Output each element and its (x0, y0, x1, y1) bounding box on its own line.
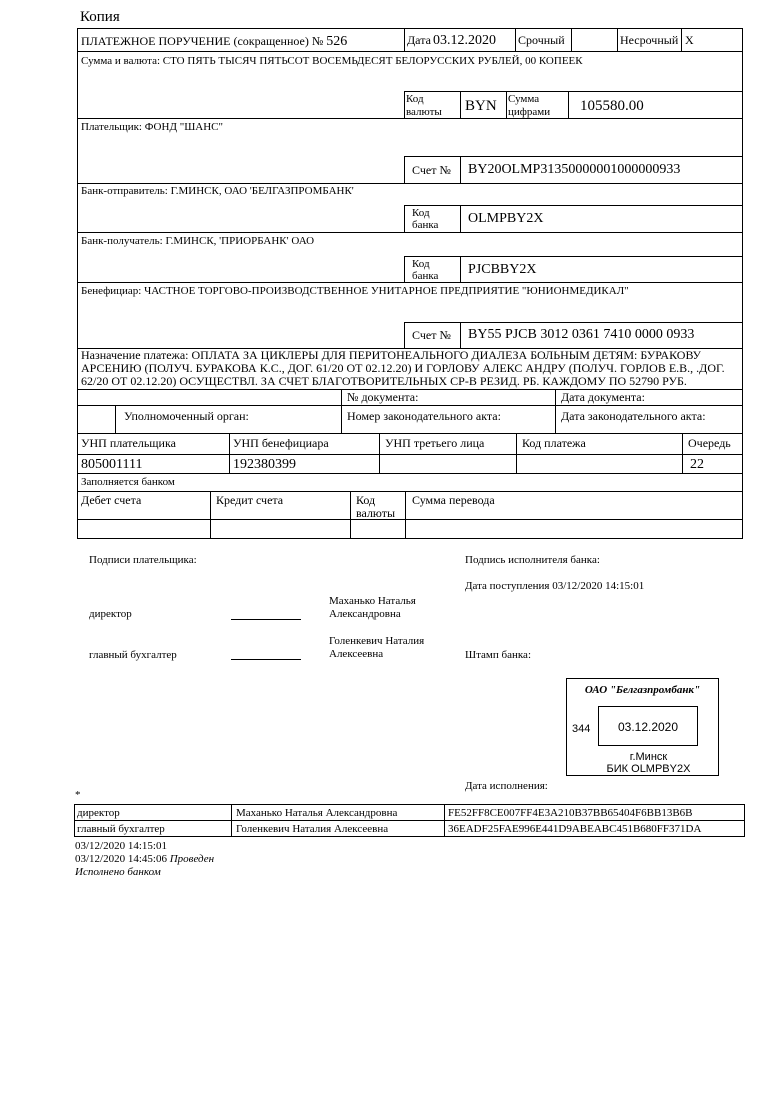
priority-label: Очередь (688, 436, 731, 450)
sender-bank-line (81, 185, 354, 197)
copy-label: Копия (80, 9, 120, 25)
director-name-1: Маханько Наталья (329, 595, 416, 607)
stamp-bik: БИК OLMPBY2X (606, 763, 691, 775)
footer-role-1: директор (77, 807, 120, 819)
payer-line (81, 121, 223, 133)
order-title-text: ПЛАТЕЖНОЕ ПОРУЧЕНИЕ (сокращенное) № (81, 34, 324, 48)
order-date: 03.12.2020 (433, 33, 496, 48)
footer-status: Проведен (169, 853, 215, 865)
footer-time-2: 03/12/2020 14:45:06 (75, 853, 167, 865)
footer-executed: Исполнено банком (75, 866, 161, 878)
footer-time-1: 03/12/2020 14:15:01 (75, 840, 167, 852)
stamp-label: Штамп банка: (465, 649, 531, 661)
director-name-2: Александровна (329, 608, 401, 620)
payment-code-label: Код платежа (522, 436, 586, 450)
beneficiary-unp-label: УНП бенефициара (233, 436, 329, 450)
beneficiary-line (81, 285, 629, 297)
sender-bank-label: Банк-отправитель: (81, 185, 168, 197)
doc-date-label: Дата документа: (561, 390, 645, 404)
bank-code-label-2: валюты (356, 506, 396, 520)
beneficiary-name: ЧАСТНОЕ ТОРГОВО-ПРОИЗВОДСТВЕННОЕ УНИТАРНОЕ ПРЕДПРИЯТИЕ "ЮНИОНМЕДИКАЛ" (144, 285, 629, 297)
stamp-date: 03.12.2020 (617, 720, 679, 734)
act-date-label: Дата законодательного акта: (561, 409, 706, 423)
amount-words (81, 55, 583, 67)
accountant-signature-line (231, 659, 301, 660)
payer-account-label: Счет № (412, 163, 451, 177)
footer-name-1: Маханько Наталья Александровна (236, 807, 398, 819)
bank-stamp (566, 678, 719, 776)
nonurgent-value: X (685, 33, 694, 47)
credit-label: Кредит счета (216, 493, 284, 507)
footer-name-2: Голенкевич Наталия Алексеевна (236, 823, 389, 835)
stamp-number: 344 (572, 723, 591, 735)
footer-asterisk: * (75, 789, 81, 801)
payer-unp: 805001111 (81, 457, 143, 472)
bank-signature-label: Подпись исполнителя банка: (465, 554, 600, 566)
nonurgent-label: Несрочный (620, 33, 679, 47)
purpose-text-1: ОПЛАТА ЗА ЦИКЛЕРЫ ДЛЯ ПЕРИТОНЕАЛЬНОГО ДИАЛЕЗА БОЛЬНЫМ ДЕТЯМ: БУРАКОВУ (191, 348, 701, 362)
beneficiary-unp: 192380399 (233, 457, 296, 472)
debit-label: Дебет счета (81, 493, 142, 507)
stamp-date-box (598, 706, 698, 746)
accountant-label: главный бухгалтер (89, 649, 177, 661)
sum-label-1: Сумма (508, 93, 540, 105)
sender-bank-code-label-2: банка (412, 219, 439, 231)
stamp-bank-name: ОАО "Белгазпромбанк" (584, 684, 701, 696)
sender-bank-code-label-1: Код (412, 207, 430, 219)
footer-time-2-line (75, 853, 214, 865)
currency-code-label-2: валюты (406, 106, 442, 118)
sender-bank-name: Г.МИНСК, ОАО 'БЕЛГАЗПРОМБАНК' (170, 185, 354, 197)
payer-name: ФОНД "ШАНС" (144, 121, 224, 133)
footer-hash-2: 36EADF25FAE996E441D9ABEABC451B680FF371DA (448, 823, 702, 835)
recipient-bank-line (81, 235, 314, 247)
payer-unp-label: УНП плательщика (81, 436, 176, 450)
recipient-bank-code-label-2: банка (412, 270, 439, 282)
purpose-line-2: АРСЕНИЮ (ПОЛУЧ. БУРАКОВА К.С., ДОГ. 61/20 ОТ 02.12.20) И ГОРЛОВУ АЛЕКС АНДРУ (ПОЛУЧ. ГОРЛОВ Е.В., .ДОГ. (81, 361, 725, 375)
order-title (81, 34, 347, 49)
beneficiary-account: BY55 PJCB 3012 0361 7410 0000 0933 (468, 327, 695, 342)
accountant-name-1: Голенкевич Наталия (329, 635, 425, 647)
purpose-line-3: 62/20 ОТ 02.12.20) ОСУЩЕСТВЛ. ЗА СЧЕТ БЛАГОТВОРИТЕЛЬНЫХ СР-В РЕЗИД. РБ. КАЖДОМУ ПО 52790 РУБ. (81, 374, 687, 388)
beneficiary-label: Бенефициар: (81, 285, 142, 297)
recipient-bank-label: Банк-получатель: (81, 235, 163, 247)
director-signature-line (231, 619, 301, 620)
beneficiary-account-label: Счет № (412, 328, 451, 342)
currency-code-label-1: Код (406, 93, 424, 105)
priority: 22 (690, 457, 704, 472)
purpose-label: Назначение платежа: (81, 348, 189, 362)
accountant-name-2: Алексеевна (329, 648, 384, 660)
executed-label: Дата исполнения: (465, 780, 548, 792)
payer-signatures-label: Подписи плательщика: (89, 554, 197, 566)
sum-label-2: цифрами (508, 106, 551, 118)
footer-hash-1: FE52FF8CE007FF4E3A210B37BB65404F6BB13B6B (448, 807, 693, 819)
bank-code-label-1: Код (356, 493, 376, 507)
received-line (465, 580, 644, 592)
order-number: 526 (326, 34, 348, 49)
bank-fill-label: Заполняется банком (81, 476, 175, 488)
doc-number-label: № документа: (347, 390, 419, 404)
amount-words-text: СТО ПЯТЬ ТЫСЯЧ ПЯТЬСОТ ВОСЕМЬДЕСЯТ БЕЛОРУССКИХ РУБЛЕЙ, 00 КОПЕЕК (162, 55, 583, 67)
amount-label: Сумма и валюта: (81, 55, 161, 67)
currency-value: BYN (465, 98, 497, 114)
sender-bank-code: OLMPBY2X (468, 211, 544, 226)
payer-account: BY20OLMP31350000001000000933 (468, 162, 681, 177)
received-value: 03/12/2020 14:15:01 (552, 580, 645, 592)
recipient-bank-code-label-1: Код (412, 258, 430, 270)
urgent-label: Срочный (518, 33, 565, 47)
recipient-bank-code: PJCBBY2X (468, 262, 537, 277)
payer-label: Плательщик: (81, 121, 142, 133)
act-number-label: Номер законодательного акта: (347, 409, 501, 423)
order-date-label: Дата (407, 33, 431, 47)
stamp-city: г.Минск (629, 751, 668, 763)
third-unp-label: УНП третьего лица (385, 436, 485, 450)
received-label: Дата поступления (465, 580, 550, 592)
authority-label: Уполномоченный орган: (124, 409, 249, 423)
director-label: директор (89, 608, 132, 620)
footer-role-2: главный бухгалтер (77, 823, 165, 835)
sum-value: 105580.00 (580, 98, 644, 114)
transfer-label: Сумма перевода (412, 493, 495, 507)
recipient-bank-name: Г.МИНСК, 'ПРИОРБАНК' ОАО (165, 235, 315, 247)
